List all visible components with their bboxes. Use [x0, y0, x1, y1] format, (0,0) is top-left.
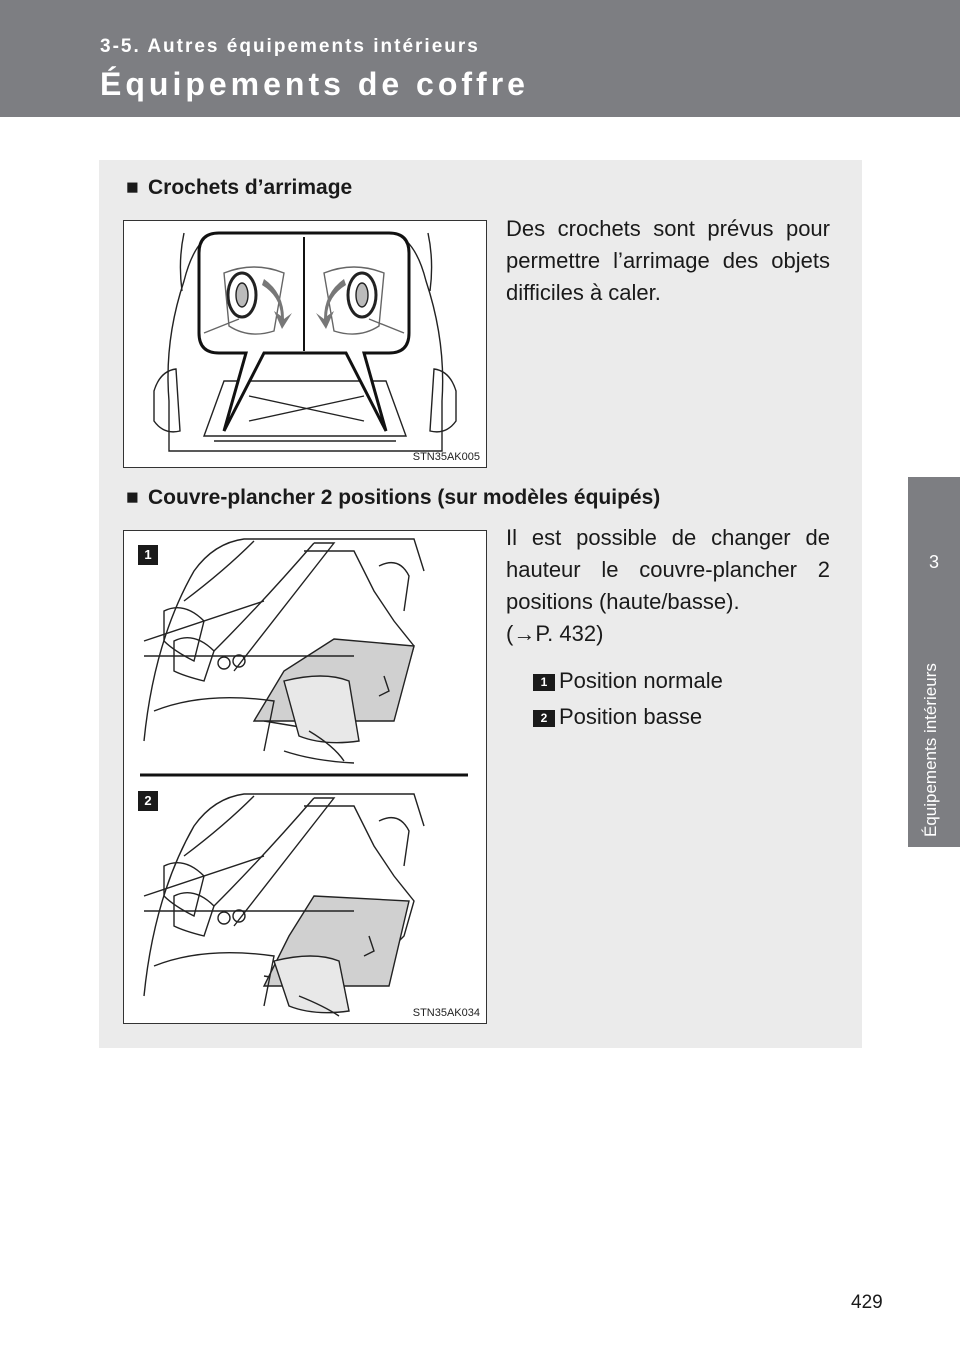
bullet-icon: ■	[126, 176, 139, 199]
section-text-tie-down-hooks: Des crochets sont prévus pour permettre l’arrimage des objets difficiles à caler.	[506, 216, 830, 305]
section-number: 3-5. Autres équipements intérieurs	[100, 36, 480, 57]
chapter-tab-label: Équipements intérieurs	[921, 663, 940, 837]
section-heading-text: Couvre-plancher 2 positions (sur modèles équipés)	[148, 486, 661, 509]
legend-item-normal	[533, 668, 723, 694]
page-title: Équipements de coffre	[100, 66, 529, 102]
page-number: 429	[851, 1292, 883, 1313]
figure-code: STN35AK034	[412, 1007, 480, 1019]
section-text-deck-board: Il est possible de changer de hauteur le couvre-plancher 2 positions (haute/basse).	[506, 525, 830, 614]
badge-2: 2	[533, 710, 555, 727]
figure-tie-down-hooks	[123, 220, 487, 468]
badge-1: 1	[533, 674, 555, 691]
chapter-tab-number: 3	[928, 552, 939, 572]
trunk-hooks-illustration	[124, 221, 486, 467]
chapter-tab	[908, 477, 960, 847]
legend-label: Position basse	[559, 704, 703, 729]
section-heading-tie-down-hooks	[126, 176, 352, 200]
legend-item-low	[533, 704, 702, 730]
section-heading-text: Crochets d’arrimage	[148, 176, 353, 199]
figure-badge-1: 1	[138, 545, 158, 565]
figure-deck-board	[123, 530, 487, 1024]
page-header	[0, 0, 960, 117]
section-heading-deck-board	[126, 486, 660, 510]
bullet-icon: ■	[126, 486, 139, 509]
page-reference: (→P. 432)	[506, 621, 604, 646]
figure-code: STN35AK005	[412, 451, 480, 463]
figure-badge-2: 2	[138, 791, 158, 811]
deck-board-illustration	[124, 531, 486, 1023]
legend-label: Position normale	[559, 668, 723, 693]
